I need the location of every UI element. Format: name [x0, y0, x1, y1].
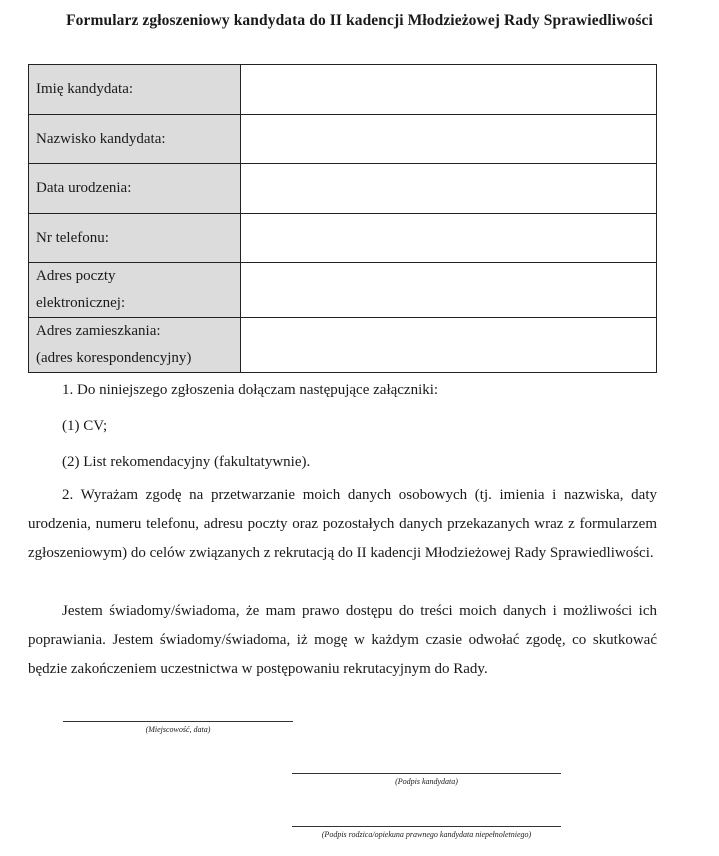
consent-paragraph: 2. Wyrażam zgodę na przetwarzanie moich danych osobowych (tj. imienia i nazwiska, daty urodzenia, numeru telefonu, adresu poczty oraz pozostałych danych przekazanych wraz z formularzem zgłoszeniowym) do celów związanych z rekrutacją do II kadencji Młodzieżowej Rady Sprawiedliwości.: [28, 487, 657, 561]
first-name-field[interactable]: [241, 65, 657, 115]
form-row-phone: [29, 214, 657, 263]
birth-date-label: Data urodzenia:: [29, 164, 241, 214]
attachment-cv: (1) CV;: [62, 418, 108, 434]
address-label-line-1: Adres zamieszkania:: [36, 323, 161, 339]
candidate-signature-line: [292, 773, 561, 774]
first-name-label: Imię kandydata:: [29, 65, 241, 115]
document-title: Formularz zgłoszeniowy kandydata do II kadencji Młodzieżowej Rady Sprawiedliwości: [66, 12, 653, 29]
email-label-line-1: Adres poczty: [36, 268, 116, 284]
address-field[interactable]: [241, 318, 657, 373]
last-name-label: Nazwisko kandydata:: [29, 115, 241, 164]
guardian-signature-line: [292, 826, 561, 827]
phone-field[interactable]: [241, 214, 657, 263]
guardian-signature-caption: (Podpis rodzica/opiekuna prawnego kandydata niepełnoletniego): [321, 830, 532, 839]
email-label: [29, 263, 241, 318]
candidate-form-table: [28, 64, 657, 373]
form-row-last-name: [29, 115, 657, 164]
address-label-line-2: (adres korespondencyjny): [36, 350, 192, 366]
phone-label: Nr telefonu:: [29, 214, 241, 263]
email-field[interactable]: [241, 263, 657, 318]
email-label-line-2: elektronicznej:: [36, 295, 126, 311]
attachments-intro: 1. Do niniejszego zgłoszenia dołączam następujące załączniki:: [62, 382, 439, 398]
birth-date-field[interactable]: [241, 164, 657, 214]
attachment-recommendation: (2) List rekomendacyjny (fakultatywnie).: [62, 454, 311, 470]
rights-paragraph: Jestem świadomy/świadoma, że mam prawo dostępu do treści moich danych i możliwości ich poprawiania. Jestem świadomy/świadoma, iż mogę w każdym czasie odwołać zgodę, co skutkować będzie zakończeniem uczestnictwa w postępowaniu rekrutacyjnym do Rady.: [28, 603, 657, 677]
last-name-field[interactable]: [241, 115, 657, 164]
place-date-line: [63, 721, 293, 722]
form-row-first-name: [29, 65, 657, 115]
form-row-birth-date: [29, 164, 657, 214]
address-label: [29, 318, 241, 373]
form-row-email: [29, 263, 657, 318]
form-row-address: [29, 318, 657, 373]
place-date-caption: (Miejscowość, data): [145, 725, 211, 734]
candidate-signature-caption: (Podpis kandydata): [395, 777, 458, 786]
